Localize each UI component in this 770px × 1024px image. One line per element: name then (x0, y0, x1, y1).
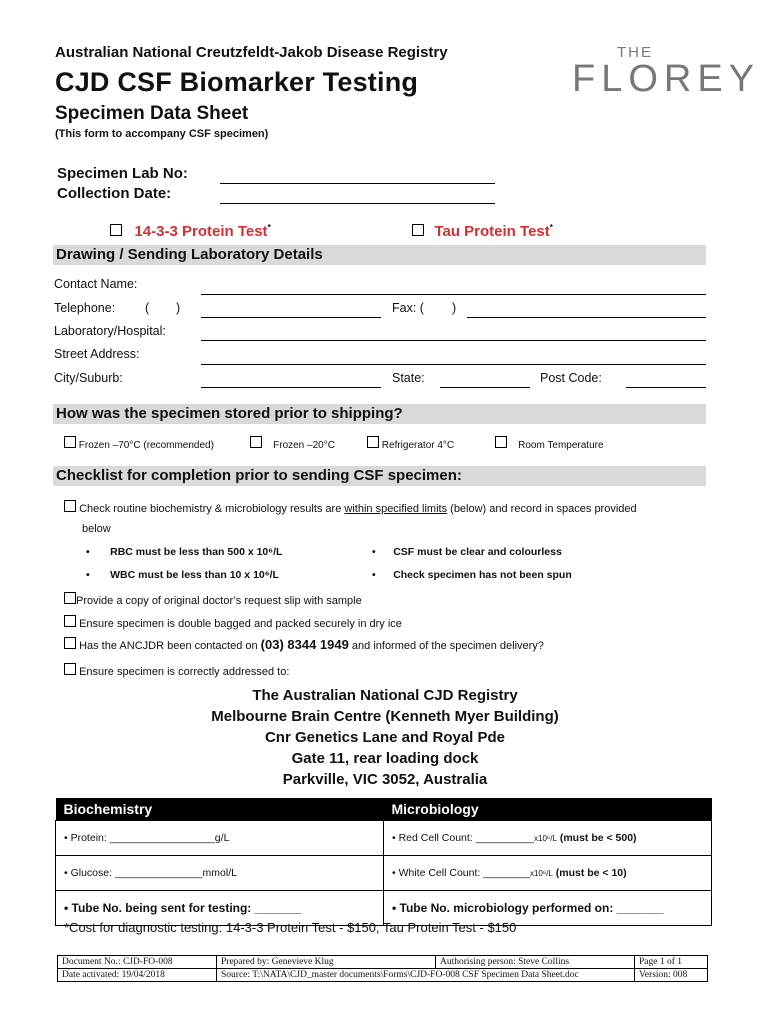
storage-option-label: Frozen –20°C (273, 440, 335, 451)
limit-text: (must be < 10) (552, 867, 627, 879)
registry-phone: (03) 8344 1949 (260, 637, 349, 652)
page-number: Page 1 of 1 (635, 956, 708, 969)
page-title: CJD CSF Biomarker Testing (55, 67, 419, 97)
date-activated: Date activated: 19/04/2018 (58, 969, 217, 982)
checkbox[interactable] (64, 615, 76, 627)
checklist-text: Provide a copy of original doctor’s request slip with sample (76, 595, 362, 607)
storage-option-label: Frozen –70°C (recommended) (78, 440, 214, 451)
address-line-3: Cnr Genetics Lane and Royal Pde (264, 729, 506, 746)
address-line-4: Gate 11, rear loading dock (291, 750, 479, 767)
bullet-text: Check specimen has not been spun (393, 569, 572, 581)
telephone-field[interactable] (201, 317, 381, 318)
checklist-item-request-slip[interactable] (64, 592, 362, 607)
checkbox[interactable] (64, 500, 76, 512)
table-header-row (56, 798, 712, 821)
test-14-3-3-label: 14-3-3 Protein Test (134, 223, 268, 241)
prepared-by: Prepared by: Genevieve Klug (217, 956, 436, 969)
biochemistry-header: Biochemistry (56, 798, 384, 821)
test-tau-label: Tau Protein Test (434, 223, 550, 241)
street-address-label: Street Address: (54, 347, 140, 361)
registry-name: Australian National Creutzfeldt-Jakob Disease Registry (55, 44, 448, 61)
white-cell-text: • White Cell Count: ________ (392, 867, 530, 879)
fax-label: Fax: ( (392, 301, 424, 315)
checklist-text: Ensure specimen is correctly addressed to: (79, 666, 290, 678)
checklist-item-address[interactable] (64, 663, 289, 678)
logo-text: FLOREY (572, 58, 761, 100)
telephone-paren-close: ) (176, 301, 181, 315)
asterisk-mark: * (549, 223, 553, 232)
checkbox[interactable] (64, 592, 76, 604)
florey-logo (572, 58, 760, 101)
checkbox[interactable] (367, 436, 379, 448)
bullet-rbc: • RBC must be less than 500 x 10⁶/L (86, 546, 283, 558)
specimen-lab-no-field[interactable] (220, 183, 495, 184)
unit-text: x10⁶/L (529, 869, 553, 878)
contact-name-field[interactable] (201, 294, 706, 295)
state-label: State: (392, 371, 425, 385)
fax-paren-close: ) (452, 301, 457, 315)
bullet-text: RBC must be less than 500 x 10⁶/L (110, 546, 283, 558)
checklist-text: Ensure specimen is double bagged and packed securely in dry ice (79, 618, 402, 630)
form-note: (This form to accompany CSF specimen) (55, 128, 269, 140)
checkbox[interactable] (64, 663, 76, 675)
checklist-item-packing[interactable] (64, 615, 402, 630)
storage-heading: How was the specimen stored prior to shipping? (53, 404, 706, 424)
address-line-1: The Australian National CJD Registry (252, 687, 518, 704)
checkbox[interactable] (250, 436, 262, 448)
storage-option-label: Refrigerator 4°C (381, 440, 455, 451)
bullet-csf-clear: • CSF must be clear and colourless (372, 546, 562, 558)
limit-text: (must be < 500) (556, 832, 637, 844)
bullet-text: WBC must be less than 10 x 10⁶/L (110, 569, 279, 581)
storage-option-label: Room Temperature (518, 440, 604, 451)
telephone-paren-open: ( (145, 301, 150, 315)
checkbox-tau[interactable] (412, 224, 424, 236)
storage-option-room[interactable] (495, 436, 604, 451)
telephone-label: Telephone: (54, 301, 116, 315)
white-cell-count-field[interactable] (384, 856, 712, 891)
cost-note: *Cost for diagnostic testing: 14-3-3 Protein Test - $150, Tau Protein Test - $150 (64, 920, 517, 935)
lab-details-heading: Drawing / Sending Laboratory Details (53, 245, 706, 265)
bullet-text: CSF must be clear and colourless (393, 546, 562, 558)
street-address-field[interactable] (201, 364, 706, 365)
checklist-text: Check routine biochemistry & microbiology results are (79, 503, 345, 515)
collection-date-field[interactable] (220, 203, 495, 204)
checklist-heading: Checklist for completion prior to sending CSF specimen: (53, 466, 706, 486)
checklist-underline-text: within specified limits (344, 503, 448, 515)
checklist-item-biochem[interactable] (64, 500, 637, 515)
authorising-person: Authorising person: Steve Collins (436, 956, 635, 969)
bullet-not-spun: • Check specimen has not been spun (372, 569, 572, 581)
storage-option-frozen-20[interactable] (250, 436, 335, 451)
address-line-2: Melbourne Brain Centre (Kenneth Myer Building) (211, 708, 559, 725)
red-cell-text: • Red Cell Count: __________ (392, 832, 535, 844)
microbiology-header: Microbiology (384, 798, 712, 821)
table-row (56, 856, 712, 891)
checkbox[interactable] (495, 436, 507, 448)
tube-no-testing-field[interactable]: • Tube No. being sent for testing: _______ (56, 891, 384, 926)
checklist-text: Has the ANCJDR been contacted on (79, 640, 261, 652)
city-field[interactable] (201, 387, 381, 388)
doc-no: Document No.: CJD-FO-008 (58, 956, 217, 969)
bullet-wbc: • WBC must be less than 10 x 10⁶/L (86, 569, 279, 581)
contact-name-label: Contact Name: (54, 277, 138, 291)
laboratory-field[interactable] (201, 340, 706, 341)
test-14-3-3-option[interactable] (110, 223, 271, 241)
storage-option-frozen-70[interactable] (64, 436, 214, 451)
results-table (55, 798, 712, 926)
page-subtitle: Specimen Data Sheet (55, 103, 249, 124)
laboratory-label: Laboratory/Hospital: (54, 324, 166, 338)
glucose-field[interactable]: • Glucose: _______________mmol/L (56, 856, 384, 891)
table-row (56, 821, 712, 856)
asterisk-mark: * (267, 223, 271, 232)
protein-field[interactable]: • Protein: __________________g/L (56, 821, 384, 856)
collection-date-label: Collection Date: (57, 185, 172, 202)
checklist-item-contact[interactable] (64, 637, 544, 652)
unit-text: x10⁶/L (534, 834, 557, 843)
version: Version: 008 (635, 969, 708, 982)
logo-the-text: THE (617, 44, 653, 61)
storage-option-fridge[interactable] (367, 436, 454, 451)
postcode-label: Post Code: (540, 371, 602, 385)
city-label: City/Suburb: (54, 371, 123, 385)
checkbox[interactable] (64, 637, 76, 649)
checklist-item-biochem-cont: below (82, 523, 111, 535)
checkbox-14-3-3[interactable] (110, 224, 122, 236)
test-tau-option[interactable] (412, 223, 553, 241)
address-line-5: Parkville, VIC 3052, Australia (282, 771, 488, 788)
red-cell-count-field[interactable] (384, 821, 712, 856)
checklist-text: and informed of the specimen delivery? (348, 640, 544, 652)
tube-no-micro-field[interactable]: • Tube No. microbiology performed on: _______ (384, 891, 712, 926)
fax-field[interactable] (467, 317, 706, 318)
state-field[interactable] (440, 387, 530, 388)
specimen-lab-no-label: Specimen Lab No: (57, 165, 188, 182)
document-footer (57, 955, 708, 982)
postcode-field[interactable] (626, 387, 706, 388)
checklist-text: (below) and record in spaces provided (447, 503, 637, 515)
source-path: Source: T:\NATA\CJD_master documents\Forms\CJD-FO-008 CSF Specimen Data Sheet.doc (217, 969, 635, 982)
checkbox[interactable] (64, 436, 76, 448)
